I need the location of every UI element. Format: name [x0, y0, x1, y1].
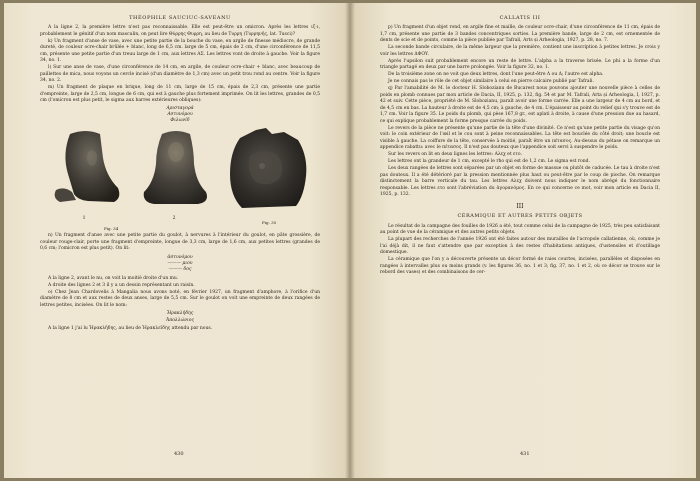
section-title: CÉRAMIQUE ET AUTRES PETITS OBJETS — [457, 213, 583, 219]
running-head-left: THÉOPHILE SAUCIUC-SAVEANU — [129, 15, 231, 21]
paragraph: Le revers de la pièce ne présente qu'une partie de la tête d'une divinité. Ce n'est qu'une petite partie du visage qu'on voit: le coin extérieur de l'œil et le cou sont à peine reconnaissables. La tête est bouclée du côté droit; une boucle est visible à gauche. La coiffure de la tête, conservée à moitié, paraît être un πέτασος. Au-dessus du pétase on remarque un appendice rabattu: avec le πέτασος. Il n'est pas douteux que l'appendice soit servi à suspendre le poids. — [380, 125, 660, 150]
greek-line: Ἡρακλῆδης — [166, 311, 194, 317]
paragraph: Je ne connais pas le rôle de cet objet similaire à celui en pierre calcaire publié par Tafrali. — [388, 79, 594, 84]
running-head-right: CALLATIS III — [499, 15, 541, 21]
greek-line: ——— μιου — [167, 261, 193, 267]
paragraph: A la ligne 2, la première lettre n'est pas reconnaissable. Elle est peut-être un omicron. Après les lettres ιζ·ι, probablement le génitif d'un nom masculin, on peut lire Θύρρης Θυρρη, au lieu de Τυρρη (Τυρρηνῆς, lat. Tusci)? — [40, 25, 320, 37]
paragraph: Le résultat de la campagne des fouilles de 1926 a été, tout comme celui de la campagne de 1925, très peu satisfaisant au point de vue de la céramique et des autres petits objets. — [380, 223, 660, 235]
paragraph: Les lettres ont la grandeur de 1 cm, excepté le rho qui est de 1,2 cm. Le sigma est rond. — [388, 159, 590, 164]
amphora-handle-fragment-photo-1 — [48, 128, 124, 210]
paragraph: m) Un fragment de plaque en brique, long de 11 cm, large de 15 cm, épais de 2,3 cm, présente une partie d'empreinte, large de 2,5 cm, longue de 6 cm, qui est à gauche plus fortement imprimée. On lit les lettres, grandes de 0,5 cm (l'omicron est plus petit, le sigma aux barres extérieures obliques): — [40, 85, 320, 103]
paragraph: k) Un fragment d'anse de vase, avec une petite partie de la bouche du vase, en argile de finesse médiocre, de grande dureté, de couleur ocre-chair brûlée + blanc, long de 6,5 cm. large de 5 cm, épais de 2 cm, d'une circonférence de 11,5 cm, présente une petite partie d'un treuu large de 1 cm, aux lettres ΑΣ. Les lettres vont de droite à gauche. Voir la figure 34, no. 1. — [40, 38, 320, 63]
paragraph: p) Un fragment d'un objet rond, en argile fine et maille, de couleur ocre-chair, d'une circonférence de 11 cm, épais de 1,7 cm, présente une partie de 3 bandes concentriques sorties. La première bande, large de 2 cm, est ornementée de dents de scie et de points, comme la pièce publiée par Tafrali, Arts și Arheologia, 1927, p. 28, no. 7. — [380, 25, 660, 43]
figure-plate — [40, 126, 320, 232]
paragraph: Les deux rangées de lettres sont séparées par un objet en forme de massue ou plutôt de caducée. Le tau à droite n'est pas douteux. Il a été détérioré par la pression mentionnée plus haut ou peut-être par le coup de pioche. On remarque distinctement la barre verticale du tau. Les lettres Αλεχ doivent nous indiquer le nom abrégé du fonctionnaire responsable. Les lettres ετο sont l'abréviation du ἀγορανόμος. En ce qui concerne ce mot, voir mon article en Dacia II, 1925, p. 132. — [380, 166, 660, 197]
lead-weight-photo — [226, 126, 312, 212]
figure-label: 1 — [82, 216, 86, 222]
page-number-left: 430 — [174, 451, 184, 457]
right-page — [350, 3, 696, 478]
greek-line: Φιλωνίδ — [170, 118, 190, 124]
paragraph: q) Par l'amabilité de M. le docteur H. Slobozianu de Bucarest nous pouvons ajouter une nouvelle pièce à celles de poids en plomb connues par mon article de Dacia, II, 1925, p. 132, fig. 54 et par M. Tafrali, Arta și Arheologia, I, 1927, p. 42 et suiv. Cette pièce, propriété de M. Slobozianu, paraît avoir une forme carrée. Elle a une largeur de 4 cm au bord, et de 4,5 cm en bas. La hauteur à droite est de 4,5 cm; à gauche, de 4 cm. L'épaisseur au point du relief qui s'y trouve est de 1,7 cm. Voir la figure 35. Le poids du plomb, qui pèse 167,8 gr., est aplati à droite, à cause d'une pression due au hasard, ce qui explique probablement la forme presque carrée du poids. — [380, 86, 660, 124]
section-number: III — [516, 202, 524, 210]
book-spread — [4, 3, 696, 478]
paragraph: l) Sur une anse de vase, d'une circonférence de 14 cm, en argile, de couleur ocre-chair + blanc, avec beaucoup de paillettes de mica, nous voyons un cercle incisé (d'un diamètre de 1,3 cm) avec un petit trou rond au centre. Voir la figure 34, no. 2. — [40, 65, 320, 83]
left-page — [4, 3, 350, 478]
paragraph: Sur les revers on lit en deux lignes les lettres: Αλεχ et ετο. — [388, 152, 523, 157]
paragraph: La plupart des recherches de l'année 1926 ont été faites autour des murailles de l'acropole callatienne, où, comme je l'ai déjà dit, il ne faut s'attendre que par exception à des restes d'habitations antiques, d'ustensiles et d'outillage domestique. — [380, 237, 660, 255]
paragraph: La céramique que l'on y a découverte présente un décor formé de raies courtes, incisées, parallèles et disposées en rangées à intervalles plus ou moins grands (v. les figures 36, no. 1 et 3; fig. 37, no. 1 et 2, où ce décor se trouve sur le rebord des vases) et des combinaisons de cer- — [380, 257, 660, 275]
paragraph: o) Chez Jean Chardovelis à Mangalia nous avons noté, en février 1927, un fragment d'amphore, à l'orifice d'un diamètre de 8 cm et aux restes de deux anses, large de 5,5 cm. Sur le goulot on voit une empreinte de deux rangées de lettres petites, incisées. On lit le nom: — [40, 289, 320, 308]
right-page-body — [380, 25, 660, 277]
greek-line: Αστυνόμου — [167, 111, 193, 117]
paragraph: De la troisième zone on ne voit que deux lettres, dont l'une peut-être Λ ou Δ; l'autre est alpha. — [388, 72, 604, 77]
page-number-right: 431 — [520, 451, 530, 457]
paragraph: A la ligne 1 j'ai lu Ἡρακλῆδης, au lieu de Ἡρακλεῖδης attendu par nous. — [48, 325, 213, 331]
left-page-body — [40, 25, 320, 333]
greek-inscription-3 — [40, 311, 320, 324]
greek-line: Ἀπολλώνιος — [165, 317, 195, 323]
paragraph: La seconde bande circulaire, de la même largeur que la première, contient une inscription à petites lettres. Je crois y voir les lettres ΔΦΟΥ. — [380, 45, 660, 57]
book-gutter — [345, 3, 355, 478]
paragraph: Après l'upsilon suit probablement encore un reste de lettre. L'alpha a la traverse brisée. Le phi a la forme d'un triangle partagé en deux par une barre prolongée. Voir la figure 32, no. 1. — [380, 58, 660, 70]
paragraph: A la ligne 2, avant le nu, on voit la moitié droite d'un mu. — [48, 275, 179, 281]
paragraph: A droite des lignes 2 et 3 il y a un dessin représentant un raisin. — [48, 282, 195, 288]
greek-line: ——— δος — [168, 267, 192, 273]
figure-caption: Fig. 35 — [262, 220, 277, 226]
figure-caption: Fig. 34 — [104, 226, 119, 232]
greek-line: Αρισταγορά — [166, 105, 194, 111]
greek-inscription-1 — [40, 106, 320, 125]
greek-inscription-2 — [40, 255, 320, 274]
amphora-handle-fragment-photo-2 — [136, 130, 214, 210]
paragraph: n) Un fragment d'anse avec une petite partie du goulot, à nervures à l'intérieur du goulot, en pâte grossière, de couleur rouge-clair, porte une fragment d'empreinte, longue de 3,3 cm, large de 1,6 cm, aux petites lettres (grandes de 0,6 cm; l'omicron est plus petit). On lit: — [40, 233, 320, 252]
figure-label: 2 — [172, 216, 176, 222]
greek-line: ἀστυνόμου — [167, 254, 193, 260]
